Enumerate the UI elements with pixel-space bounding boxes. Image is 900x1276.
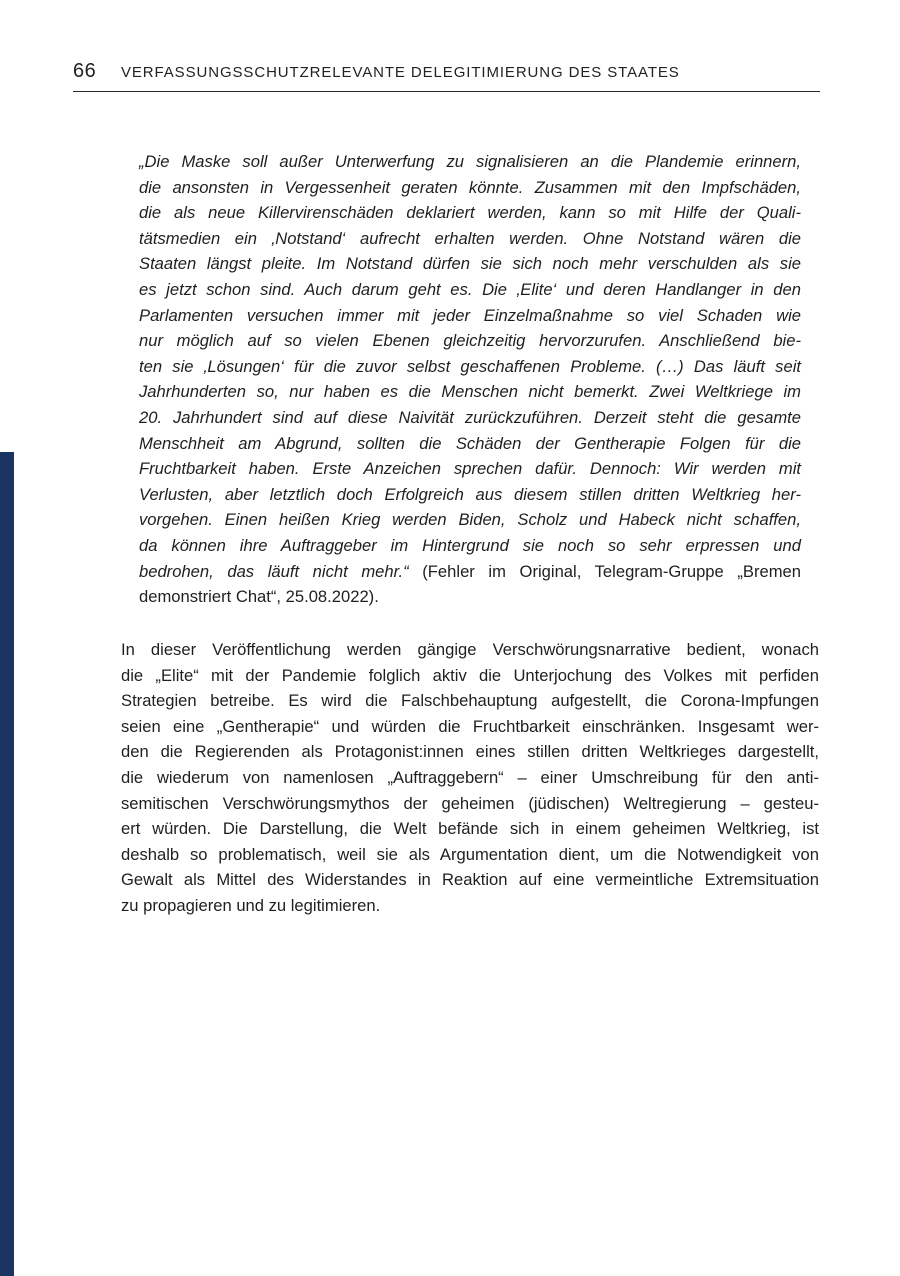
side-color-bar: [0, 452, 14, 1276]
block-quote: [139, 149, 801, 610]
quote-line: ten sie ‚Lösungen‘ für die zuvor selbst geschaffenen Probleme. (…) Das läuft seit: [139, 356, 801, 376]
quote-line-mixed: [139, 559, 801, 585]
body-line: deshalb so problematisch, weil sie als Argumentation dient, um die Notwendigkeit von: [121, 844, 819, 864]
quote-citation-start: (Fehler im Original, Telegram-Gruppe „Bremen: [408, 561, 801, 581]
body-paragraph: [121, 637, 819, 919]
body-line: zu propagieren und zu legitimieren.: [121, 895, 381, 915]
quote-line: da können ihre Auftraggeber im Hintergrund sie noch so sehr erpressen und: [139, 535, 801, 555]
body-line: seien eine „Gentherapie“ und würden die Fruchtbarkeit einschränken. Insgesamt wer-: [121, 716, 819, 736]
quote-line: „Die Maske soll außer Unterwerfung zu signalisieren an die Plandemie erinnern,: [139, 152, 801, 171]
page-number: 66: [73, 60, 97, 82]
quote-citation-end: demonstriert Chat“, 25.08.2022).: [139, 587, 379, 607]
quote-line: Fruchtbarkeit haben. Erste Anzeichen sprechen dafür. Dennoch: Wir werden mit: [139, 459, 801, 479]
body-line: Gewalt als Mittel des Widerstandes in Reaktion auf eine vermeintliche Extremsituation: [121, 870, 819, 890]
quote-end-italic: bedrohen, das läuft nicht mehr.“: [139, 561, 409, 581]
running-head: [73, 60, 820, 92]
quote-line: nur möglich auf so vielen Ebenen gleichzeitig hervorzurufen. Anschließend bie-: [139, 331, 801, 351]
body-line: die wiederum von namenlosen „Auftraggebern“ – einer Umschreibung für den anti-: [121, 767, 819, 787]
quote-line: Staaten längst pleite. Im Notstand dürfen sie sich noch mehr verschulden als sie: [139, 254, 801, 274]
chapter-title: VERFASSUNGSSCHUTZRELEVANTE DELEGITIMIERUNG DES STAATES: [121, 64, 680, 81]
quote-line: vorgehen. Einen heißen Krieg werden Biden, Scholz und Habeck nicht schaffen,: [139, 510, 801, 530]
quote-line: Menschheit am Abgrund, sollten die Schäden der Gentherapie Folgen für die: [139, 433, 801, 453]
quote-line: es jetzt schon sind. Auch darum geht es. Die ‚Elite‘ und deren Handlanger in den: [139, 279, 801, 299]
body-line: die „Elite“ mit der Pandemie folglich aktiv die Unterjochung des Volkes mit perfiden: [121, 665, 819, 685]
quote-line: 20. Jahrhundert sind auf diese Naivität zurückzuführen. Derzeit steht die gesamte: [139, 407, 801, 427]
body-line: den die Regierenden als Protagonist:innen eines stillen dritten Weltkrieges dargestellt,: [121, 742, 819, 762]
quote-line: die ansonsten in Vergessenheit geraten könnte. Zusammen mit den Impfschäden,: [139, 177, 801, 197]
quote-line: Verlusten, aber letztlich doch Erfolgreich aus diesem stillen dritten Weltkrieg her-: [139, 484, 801, 504]
body-line: In dieser Veröffentlichung werden gängige Verschwörungsnarrative bedient, wonach: [121, 640, 819, 659]
quote-line: tätsmedien ein ‚Notstand‘ aufrecht erhalten werden. Ohne Notstand wären die: [139, 228, 801, 248]
body-line: semitischen Verschwörungsmythos der geheimen (jüdischen) Weltregierung – gesteu-: [121, 793, 819, 813]
quote-line: Parlamenten versuchen immer mit jeder Einzelmaßnahme so viel Schaden wie: [139, 305, 801, 325]
quote-line: die als neue Killervirenschäden deklariert werden, kann so mit Hilfe der Quali-: [139, 203, 801, 223]
quote-line: Jahrhunderten so, nur haben es die Menschen nicht bemerkt. Zwei Weltkriege im: [139, 382, 801, 402]
body-line: Strategien betreibe. Es wird die Falschbehauptung aufgestellt, die Corona-Impfungen: [121, 691, 819, 711]
body-line: ert würden. Die Darstellung, die Welt befände sich in einem geheimen Weltkrieg, ist: [121, 819, 819, 839]
